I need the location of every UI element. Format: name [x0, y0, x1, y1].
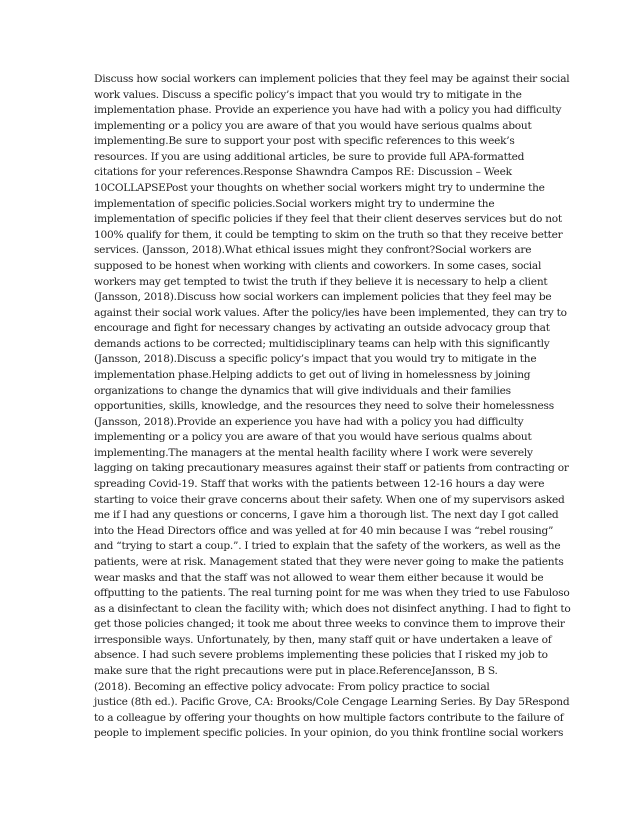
text-line: against their social work values. After the policy/ies have been implemented, they can try to: [94, 306, 567, 319]
text-line: into the Head Directors office and was yelled at for 40 min because I was “rebel rousing”: [94, 524, 554, 537]
text-line: to a colleague by offering your thoughts on how multiple factors contribute to the failure of: [94, 711, 564, 724]
text-line: (2018). Becoming an effective policy advocate: From policy practice to social: [94, 680, 490, 693]
text-line: patients, were at risk. Management stated that they were never going to make the patients: [94, 555, 564, 568]
text-line: organizations to change the dynamics that will give individuals and their families: [94, 384, 511, 397]
text-line: implementing.The managers at the mental health facility where I work were severely: [94, 446, 533, 459]
text-line: as a disinfectant to clean the facility with; which does not disinfect anything. I had to fight to: [94, 602, 571, 615]
text-line: implementing or a policy you are aware of that you would have serious qualms about: [94, 119, 532, 132]
text-line: (Jansson, 2018).Discuss how social workers can implement policies that they feel may be: [94, 291, 552, 304]
text-line: make sure that the right precautions were put in place.ReferenceJansson, B S.: [94, 664, 498, 677]
text-line: starting to voice their grave concerns about their safety. When one of my supervisors asked: [94, 493, 565, 506]
text-line: lagging on taking precautionary measures against their staff or patients from contracting or: [94, 462, 569, 475]
text-line: demands actions to be corrected; multidisciplinary teams can help with this significantly: [94, 337, 550, 350]
text-line: services. (Jansson, 2018).What ethical issues might they confront?Social workers are: [94, 244, 532, 257]
text-line: 100% qualify for them, it could be tempting to skim on the truth so that they receive better: [94, 228, 563, 241]
text-line: and “trying to start a coup.”. I tried to explain that the safety of the workers, as well as the: [94, 540, 561, 553]
text-line: work values. Discuss a specific policy’s impact that you would try to mitigate in the: [94, 88, 522, 101]
text-line: resources. If you are using additional articles, be sure to provide full APA-formatted: [94, 150, 525, 163]
text-line: workers may get tempted to twist the truth if they believe it is necessary to help a client: [94, 275, 548, 288]
text-line: irresponsible ways. Unfortunately, by then, many staff quit or have undertaken a leave of: [94, 633, 552, 646]
text-line: absence. I had such severe problems implementing these policies that I risked my job to: [94, 649, 548, 662]
text-line: implementing.Be sure to support your post with specific references to this week’s: [94, 135, 515, 148]
text-line: 10COLLAPSEPost your thoughts on whether social workers might try to undermine the: [94, 182, 545, 195]
text-line: implementation phase. Provide an experience you have had with a policy you had difficulty: [94, 104, 562, 117]
text-line: people to implement specific policies. In your opinion, do you think frontline social workers: [94, 727, 564, 740]
text-line: spreading Covid-19. Staff that works with the patients between 12-16 hours a day were: [94, 478, 545, 491]
text-line: wear masks and that the staff was not allowed to wear them either because it would be: [94, 571, 544, 584]
text-line: justice (8th ed.). Pacific Grove, CA: Brooks/Cole Cengage Learning Series. By Day 5Respond: [94, 696, 570, 709]
text-line: get those policies changed; it took me about three weeks to convince them to improve their: [94, 618, 565, 631]
text-line: offputting to the patients. The real turning point for me was when they tried to use Fabuloso: [94, 587, 570, 600]
text-line: Discuss how social workers can implement policies that they feel may be against their social: [94, 73, 570, 85]
text-line: opportunities, skills, knowledge, and the resources they need to solve their homelessness: [94, 400, 554, 413]
text-line: me if I had any questions or concerns, I gave him a thorough list. The next day I got called: [94, 509, 559, 522]
text-line: implementation of specific policies if they feel that their client deserves services but do not: [94, 213, 562, 226]
text-line: implementing or a policy you are aware of that you would have serious qualms about: [94, 431, 532, 444]
text-line: implementation of specific policies.Social workers might try to undermine the: [94, 197, 495, 210]
text-line: supposed to be honest when working with clients and coworkers. In some cases, social: [94, 259, 542, 272]
text-line: implementation phase.Helping addicts to get out of living in homelessness by joining: [94, 368, 531, 381]
text-line: encourage and fight for necessary changes by activating an outside advocacy group that: [94, 322, 550, 335]
text-line: (Jansson, 2018).Discuss a specific policy’s impact that you would try to mitigate in the: [94, 353, 537, 366]
document-body-text: [94, 72, 571, 742]
text-line: (Jansson, 2018).Provide an experience you have had with a policy you had difficulty: [94, 415, 524, 428]
text-line: citations for your references.Response Shawndra Campos RE: Discussion – Week: [94, 166, 512, 179]
